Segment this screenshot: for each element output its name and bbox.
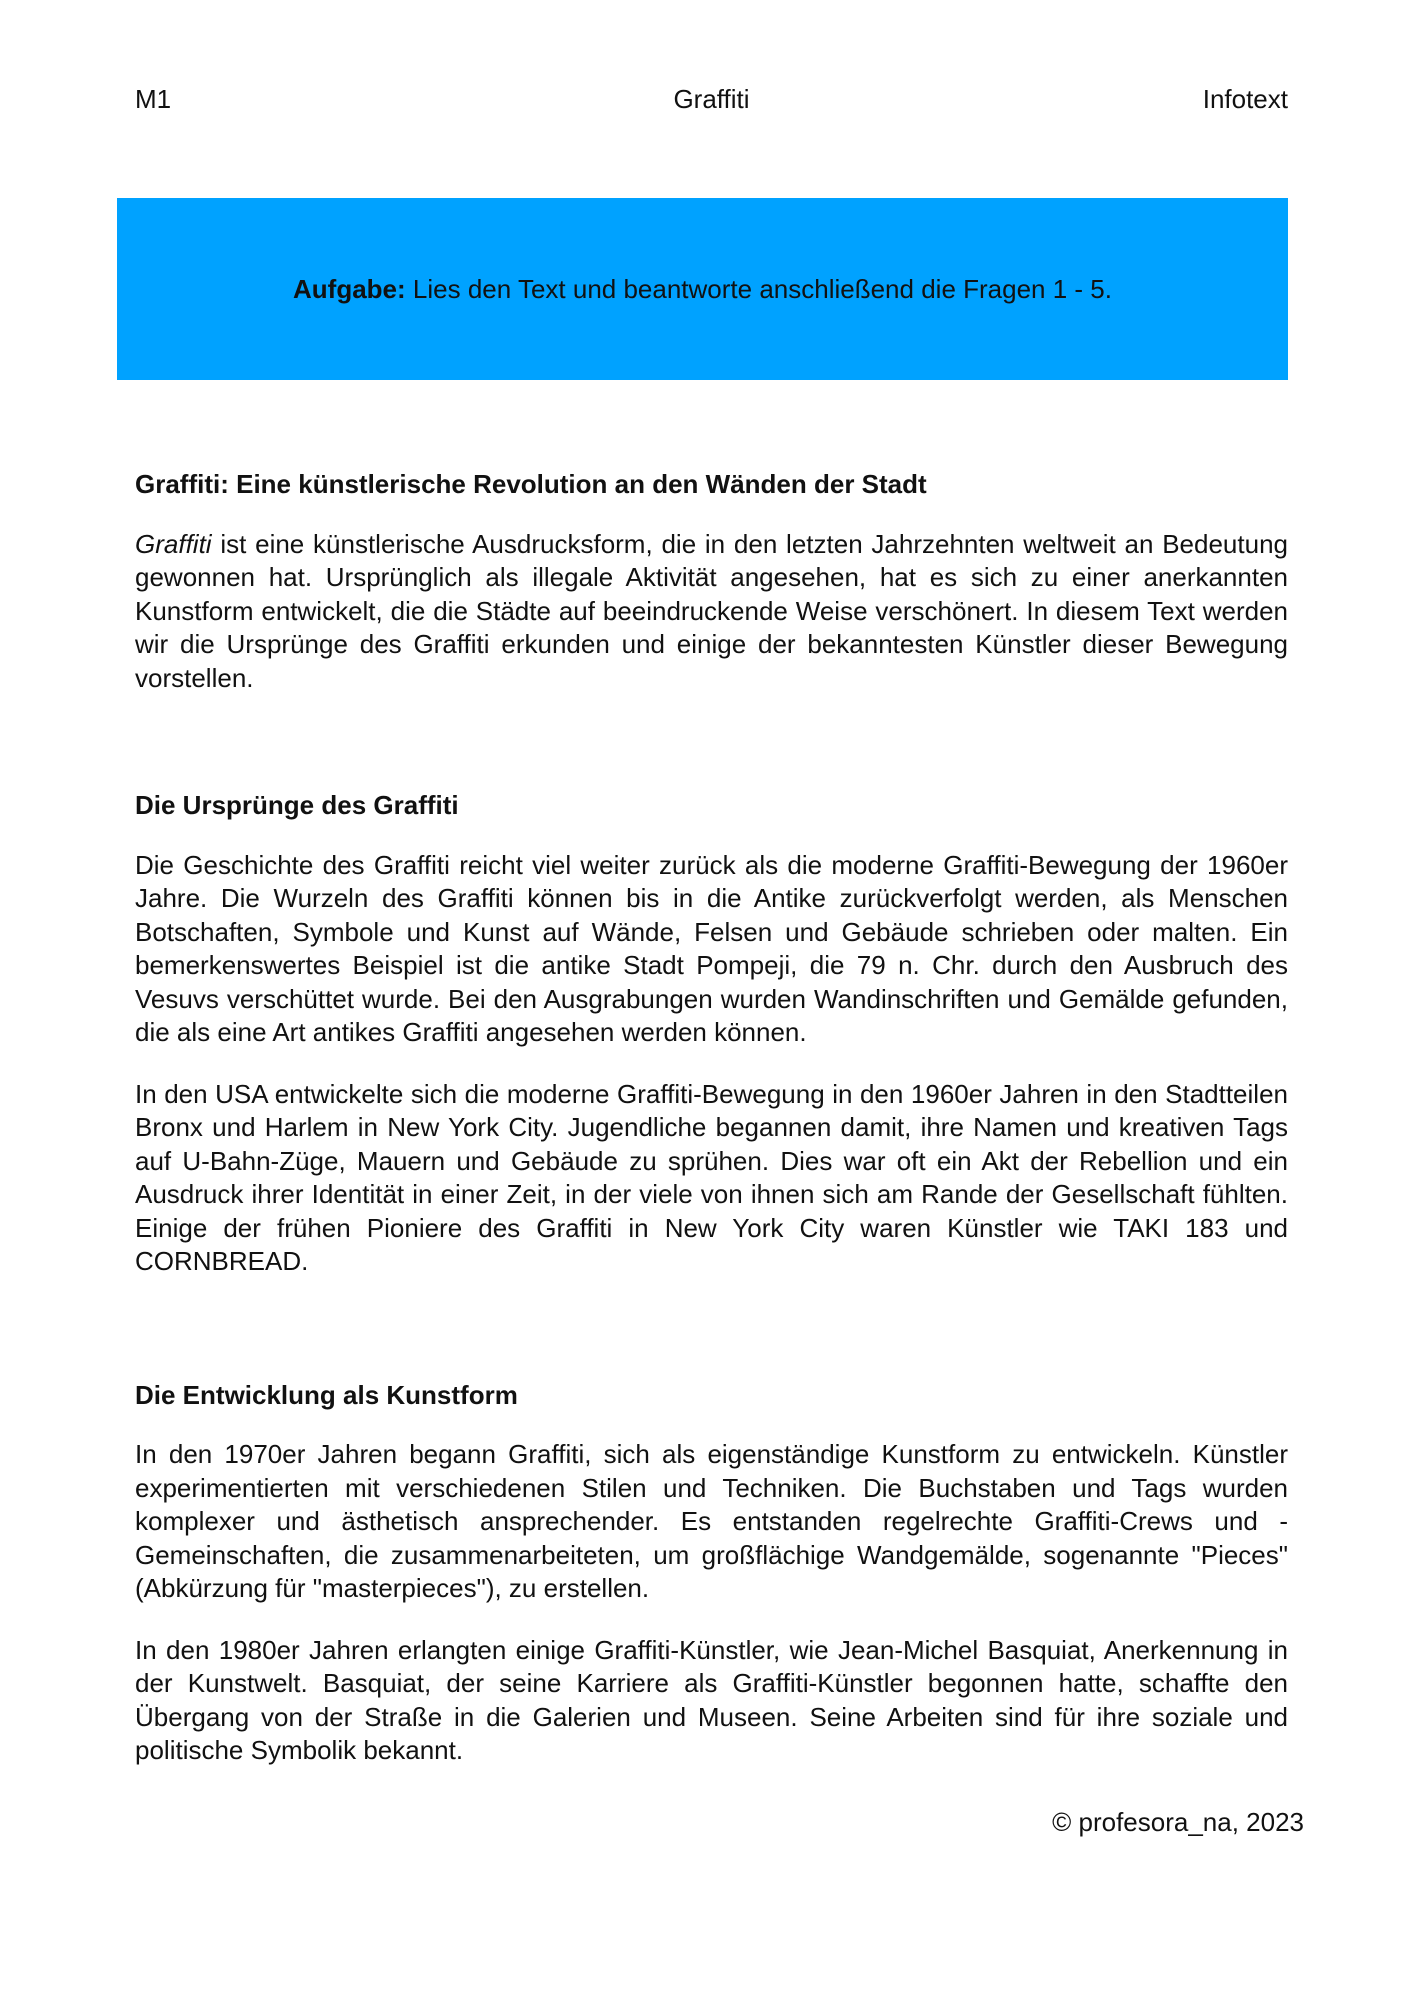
intro-paragraph: [135, 528, 1288, 696]
development-paragraph-2: In den 1980er Jahren erlangten einige Graffiti-Künstler, wie Jean-Michel Basquiat, Anerkennung in der Kunstwelt. Basquiat, der seine Karriere als Graffiti-Künstler begonnen hatte, schaffte den Übergang von der Straße in die Galerien und Museen. Seine Arbeiten sind für ihre soziale und politische Symbolik bekannt.: [135, 1634, 1288, 1765]
section-title-origins: Die Ursprünge des Graffiti: [135, 790, 459, 820]
task-instruction: [293, 274, 1112, 305]
task-text: Lies den Text und beantworte anschließend die Fragen 1 - 5.: [405, 273, 1112, 304]
page-topic: Graffiti: [673, 84, 750, 114]
page-header: [135, 84, 1288, 118]
intro-text: ist eine künstlerische Ausdrucksform, die in den letzten Jahrzehnten weltweit an Bedeutung gewonnen hat. Ursprünglich als illegale Aktivität angesehen, hat es sich zu einer anerkannten Kunstform entwickelt, die die Städte auf beeindruckende Weise verschönert. In diesem Text werden wir die Ursprünge des Graffiti erkunden und einige der bekanntesten Künstler dieser Bewegung vorstellen.: [135, 528, 1288, 693]
article-title: Graffiti: Eine künstlerische Revolution an den Wänden der Stadt: [135, 469, 927, 499]
article: [135, 468, 1288, 1796]
copyright-notice: © profesora_na, 2023: [1052, 1807, 1304, 1837]
origins-paragraph-1: Die Geschichte des Graffiti reicht viel weiter zurück als die moderne Graffiti-Bewegung der 1960er Jahre. Die Wurzeln des Graffiti können bis in die Antike zurückverfolgt werden, als Menschen Botschaften, Symbole und Kunst auf Wände, Felsen und Gebäude schrieben oder malten. Ein bemerkenswertes Beispiel ist die antike Stadt Pompeji, die 79 n. Chr. durch den Ausbruch des Vesuvs verschüttet wurde. Bei den Ausgrabungen wurden Wandinschriften und Gemälde gefunden, die als eine Art antikes Graffiti angesehen werden können.: [135, 849, 1288, 1047]
section-title-development: Die Entwicklung als Kunstform: [135, 1379, 518, 1410]
material-number: M1: [135, 84, 172, 114]
origins-paragraph-2: In den USA entwickelte sich die moderne Graffiti-Bewegung in den 1960er Jahren in den Stadtteilen Bronx und Harlem in New York City. Jugendliche begannen damit, ihre Namen und kreativen Tags auf U-Bahn-Züge, Mauern und Gebäude zu sprühen. Dies war oft ein Akt der Rebellion und ein Ausdruck ihrer Identität in einer Zeit, in der viele von ihnen sich am Rande der Gesellschaft fühlten. Einige der frühen Pioniere des Graffiti in New York City waren Künstler wie TAKI 183 und CORNBREAD.: [135, 1078, 1288, 1276]
intro-italic-term: Graffiti: [135, 528, 212, 559]
task-box: [117, 198, 1288, 380]
document-type: Infotext: [1202, 84, 1288, 114]
task-label: Aufgabe:: [293, 273, 406, 304]
development-paragraph-1: In den 1970er Jahren begann Graffiti, sich als eigenständige Kunstform zu entwickeln. Künstler experimentierten mit verschiedenen Stilen und Techniken. Die Buchstaben und Tags wurden komplexer und ästhetisch ansprechender. Es entstanden regelrechte Graffiti-Crews und -Gemeinschaften, die zusammenarbeiteten, um großflächige Wandgemälde, sogenannte "Pieces" (Abkürzung für "masterpieces"), zu erstellen.: [135, 1439, 1288, 1603]
